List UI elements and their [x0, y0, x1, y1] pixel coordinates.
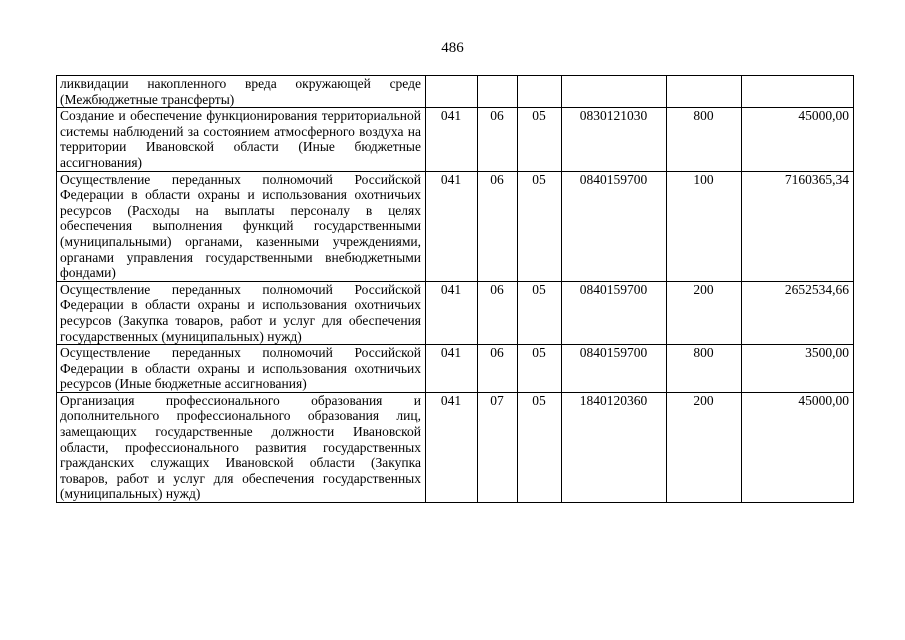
- section-code: 06: [478, 108, 518, 171]
- section-code: 06: [478, 171, 518, 281]
- subsection-code: 05: [518, 171, 562, 281]
- row-description: Осуществление переданных полномочий Российской Федерации в области охраны и использования охотничьих ресурсов (Расходы на выплаты персоналу в целях обеспечения выполнения функций государственными (муниципальными) органами, казенными учреждениями, органами управления государственными внебюджетными фондами): [57, 171, 426, 281]
- expense-type-code: 800: [667, 108, 742, 171]
- row-description: Осуществление переданных полномочий Российской Федерации в области охраны и использования охотничьих ресурсов (Иные бюджетные ассигнования): [57, 345, 426, 393]
- amount: 45000,00: [742, 392, 854, 502]
- target-item-code: 0840159700: [562, 345, 667, 393]
- section-code: 06: [478, 345, 518, 393]
- target-item-code: 0840159700: [562, 281, 667, 344]
- table-row: [57, 345, 854, 393]
- subsection-code: 05: [518, 392, 562, 502]
- amount: 7160365,34: [742, 171, 854, 281]
- ministry-code: 041: [426, 281, 478, 344]
- table-row: [57, 392, 854, 502]
- subsection-code: 05: [518, 108, 562, 171]
- ministry-code: 041: [426, 108, 478, 171]
- expense-type-code: 800: [667, 345, 742, 393]
- amount: 45000,00: [742, 108, 854, 171]
- section-code: [478, 76, 518, 108]
- target-item-code: 0830121030: [562, 108, 667, 171]
- table-row: [57, 108, 854, 171]
- ministry-code: 041: [426, 345, 478, 393]
- subsection-code: 05: [518, 345, 562, 393]
- ministry-code: 041: [426, 392, 478, 502]
- table-row: [57, 171, 854, 281]
- subsection-code: 05: [518, 281, 562, 344]
- target-item-code: 0840159700: [562, 171, 667, 281]
- page-number: 486: [441, 40, 464, 56]
- amount: [742, 76, 854, 108]
- expense-type-code: 100: [667, 171, 742, 281]
- target-item-code: [562, 76, 667, 108]
- target-item-code: 1840120360: [562, 392, 667, 502]
- row-description: Осуществление переданных полномочий Российской Федерации в области охраны и использования охотничьих ресурсов (Закупка товаров, работ и услуг для обеспечения государственных (муниципальных) нужд): [57, 281, 426, 344]
- expense-type-code: 200: [667, 392, 742, 502]
- subsection-code: [518, 76, 562, 108]
- row-description: ликвидации накопленного вреда окружающей среде (Межбюджетные трансферты): [57, 76, 426, 108]
- table-row: [57, 76, 854, 108]
- row-description: Создание и обеспечение функционирования территориальной системы наблюдений за состоянием атмосферного воздуха на территории Ивановской области (Иные бюджетные ассигнования): [57, 108, 426, 171]
- section-code: 07: [478, 392, 518, 502]
- ministry-code: [426, 76, 478, 108]
- expense-type-code: 200: [667, 281, 742, 344]
- section-code: 06: [478, 281, 518, 344]
- amount: 2652534,66: [742, 281, 854, 344]
- amount: 3500,00: [742, 345, 854, 393]
- table-row: [57, 281, 854, 344]
- expense-type-code: [667, 76, 742, 108]
- row-description: Организация профессионального образования и дополнительного профессионального образования лиц, замещающих государственные должности Ивановской области, профессионального развития государственных гражданских служащих Ивановской области (Закупка товаров, работ и услуг для обеспечения государственных (муниципальных) нужд): [57, 392, 426, 502]
- ministry-code: 041: [426, 171, 478, 281]
- budget-table: [56, 75, 854, 503]
